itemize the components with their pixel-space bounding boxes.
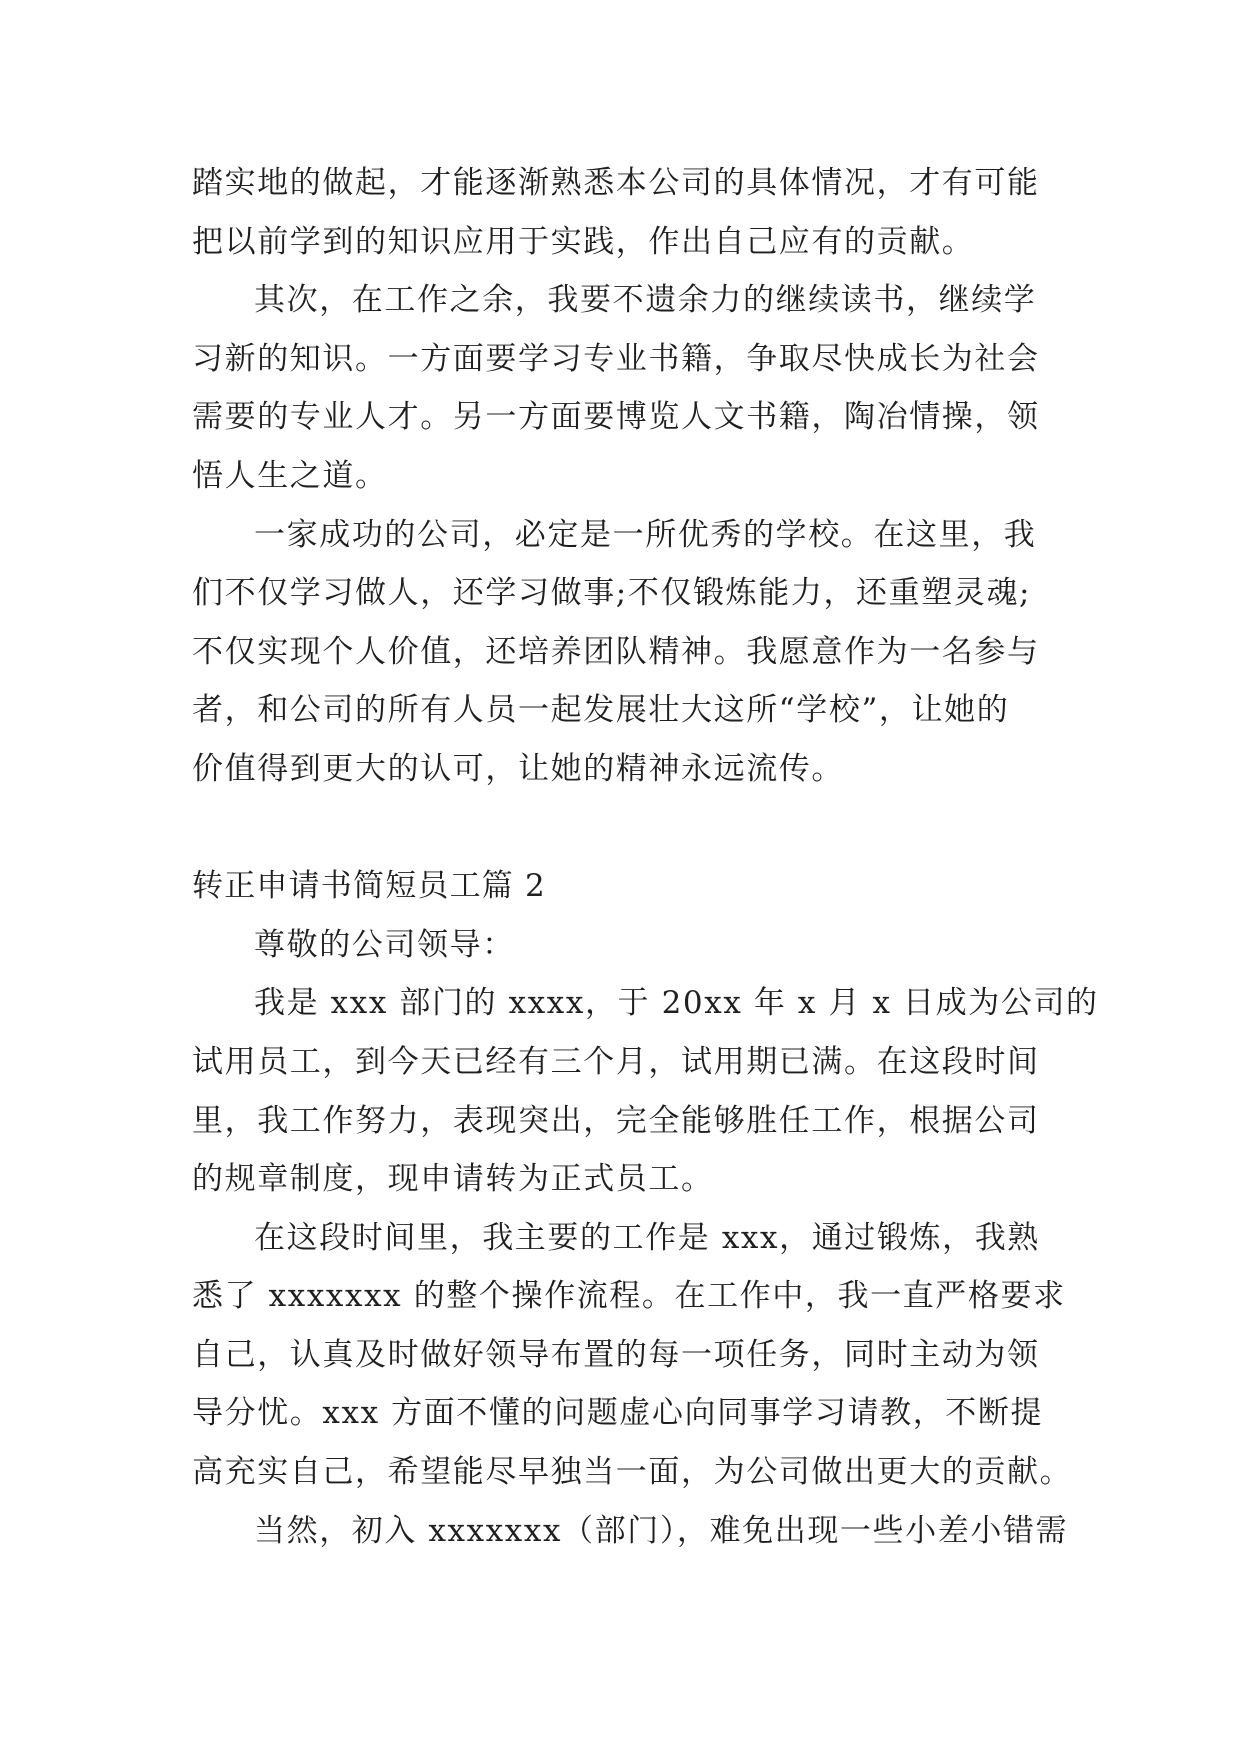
text-line: 踏实地的做起，才能逐渐熟悉本公司的具体情况，才有可能 [192, 165, 1040, 201]
section-heading: 转正申请书简短员工篇 2 [192, 868, 546, 905]
text-line: 里，我工作努力，表现突出，完全能够胜任工作，根据公司 [192, 1102, 1040, 1139]
text-line: 试用员工，到今天已经有三个月，试用期已满。在这段时间 [192, 1043, 1040, 1080]
text-line: 悟人生之道。 [192, 457, 388, 494]
paragraph-first-line: 我是 xxx 部门的 xxxx，于 20xx 年 x 月 x 日成为公司的 [254, 985, 1099, 1022]
text-line: 自己，认真及时做好领导布置的每一项任务，同时主动为领 [192, 1336, 1040, 1373]
text-line: 把以前学到的知识应用于实践，作出自己应有的贡献。 [192, 223, 975, 260]
paragraph-first-line: 其次，在工作之余，我要不遗余力的继续读书，继续学 [254, 282, 1037, 319]
document-body [192, 154, 1099, 1560]
text-line: 需要的专业人才。另一方面要博览人文书籍，陶冶情操，领 [192, 399, 1040, 436]
text-line: 的规章制度，现申请转为正式员工。 [192, 1161, 714, 1198]
text-line: 们不仅学习做人，还学习做事;不仅锻炼能力，还重塑灵魂; [192, 575, 1032, 612]
paragraph-first-line: 一家成功的公司，必定是一所优秀的学校。在这里，我 [254, 516, 1037, 553]
section-gap [192, 799, 1052, 858]
text-line: 价值得到更大的认可，让她的精神永远流传。 [192, 750, 844, 787]
text-line: 者，和公司的所有人员一起发展壮大这所“学校”，让她的 [192, 692, 1010, 729]
text-line: 习新的知识。一方面要学习专业书籍，争取尽快成长为社会 [192, 340, 1040, 377]
paragraph-first-line: 当然，初入 xxxxxxx（部门），难免出现一些小差小错需 [254, 1512, 1069, 1549]
text-line: 悉了 xxxxxxx 的整个操作流程。在工作中，我一直严格要求 [192, 1278, 1066, 1315]
text-line: 高充实自己，希望能尽早独当一面，为公司做出更大的贡献。 [192, 1454, 1073, 1491]
salutation: 尊敬的公司领导： [254, 926, 515, 963]
text-line: 不仅实现个人价值，还培养团队精神。我愿意作为一名参与 [192, 633, 1040, 670]
paragraph-first-line: 在这段时间里，我主要的工作是 xxx，通过锻炼，我熟 [254, 1219, 1040, 1256]
text-line: 导分忧。xxx 方面不懂的问题虚心向同事学习请教，不断提 [192, 1395, 1044, 1432]
